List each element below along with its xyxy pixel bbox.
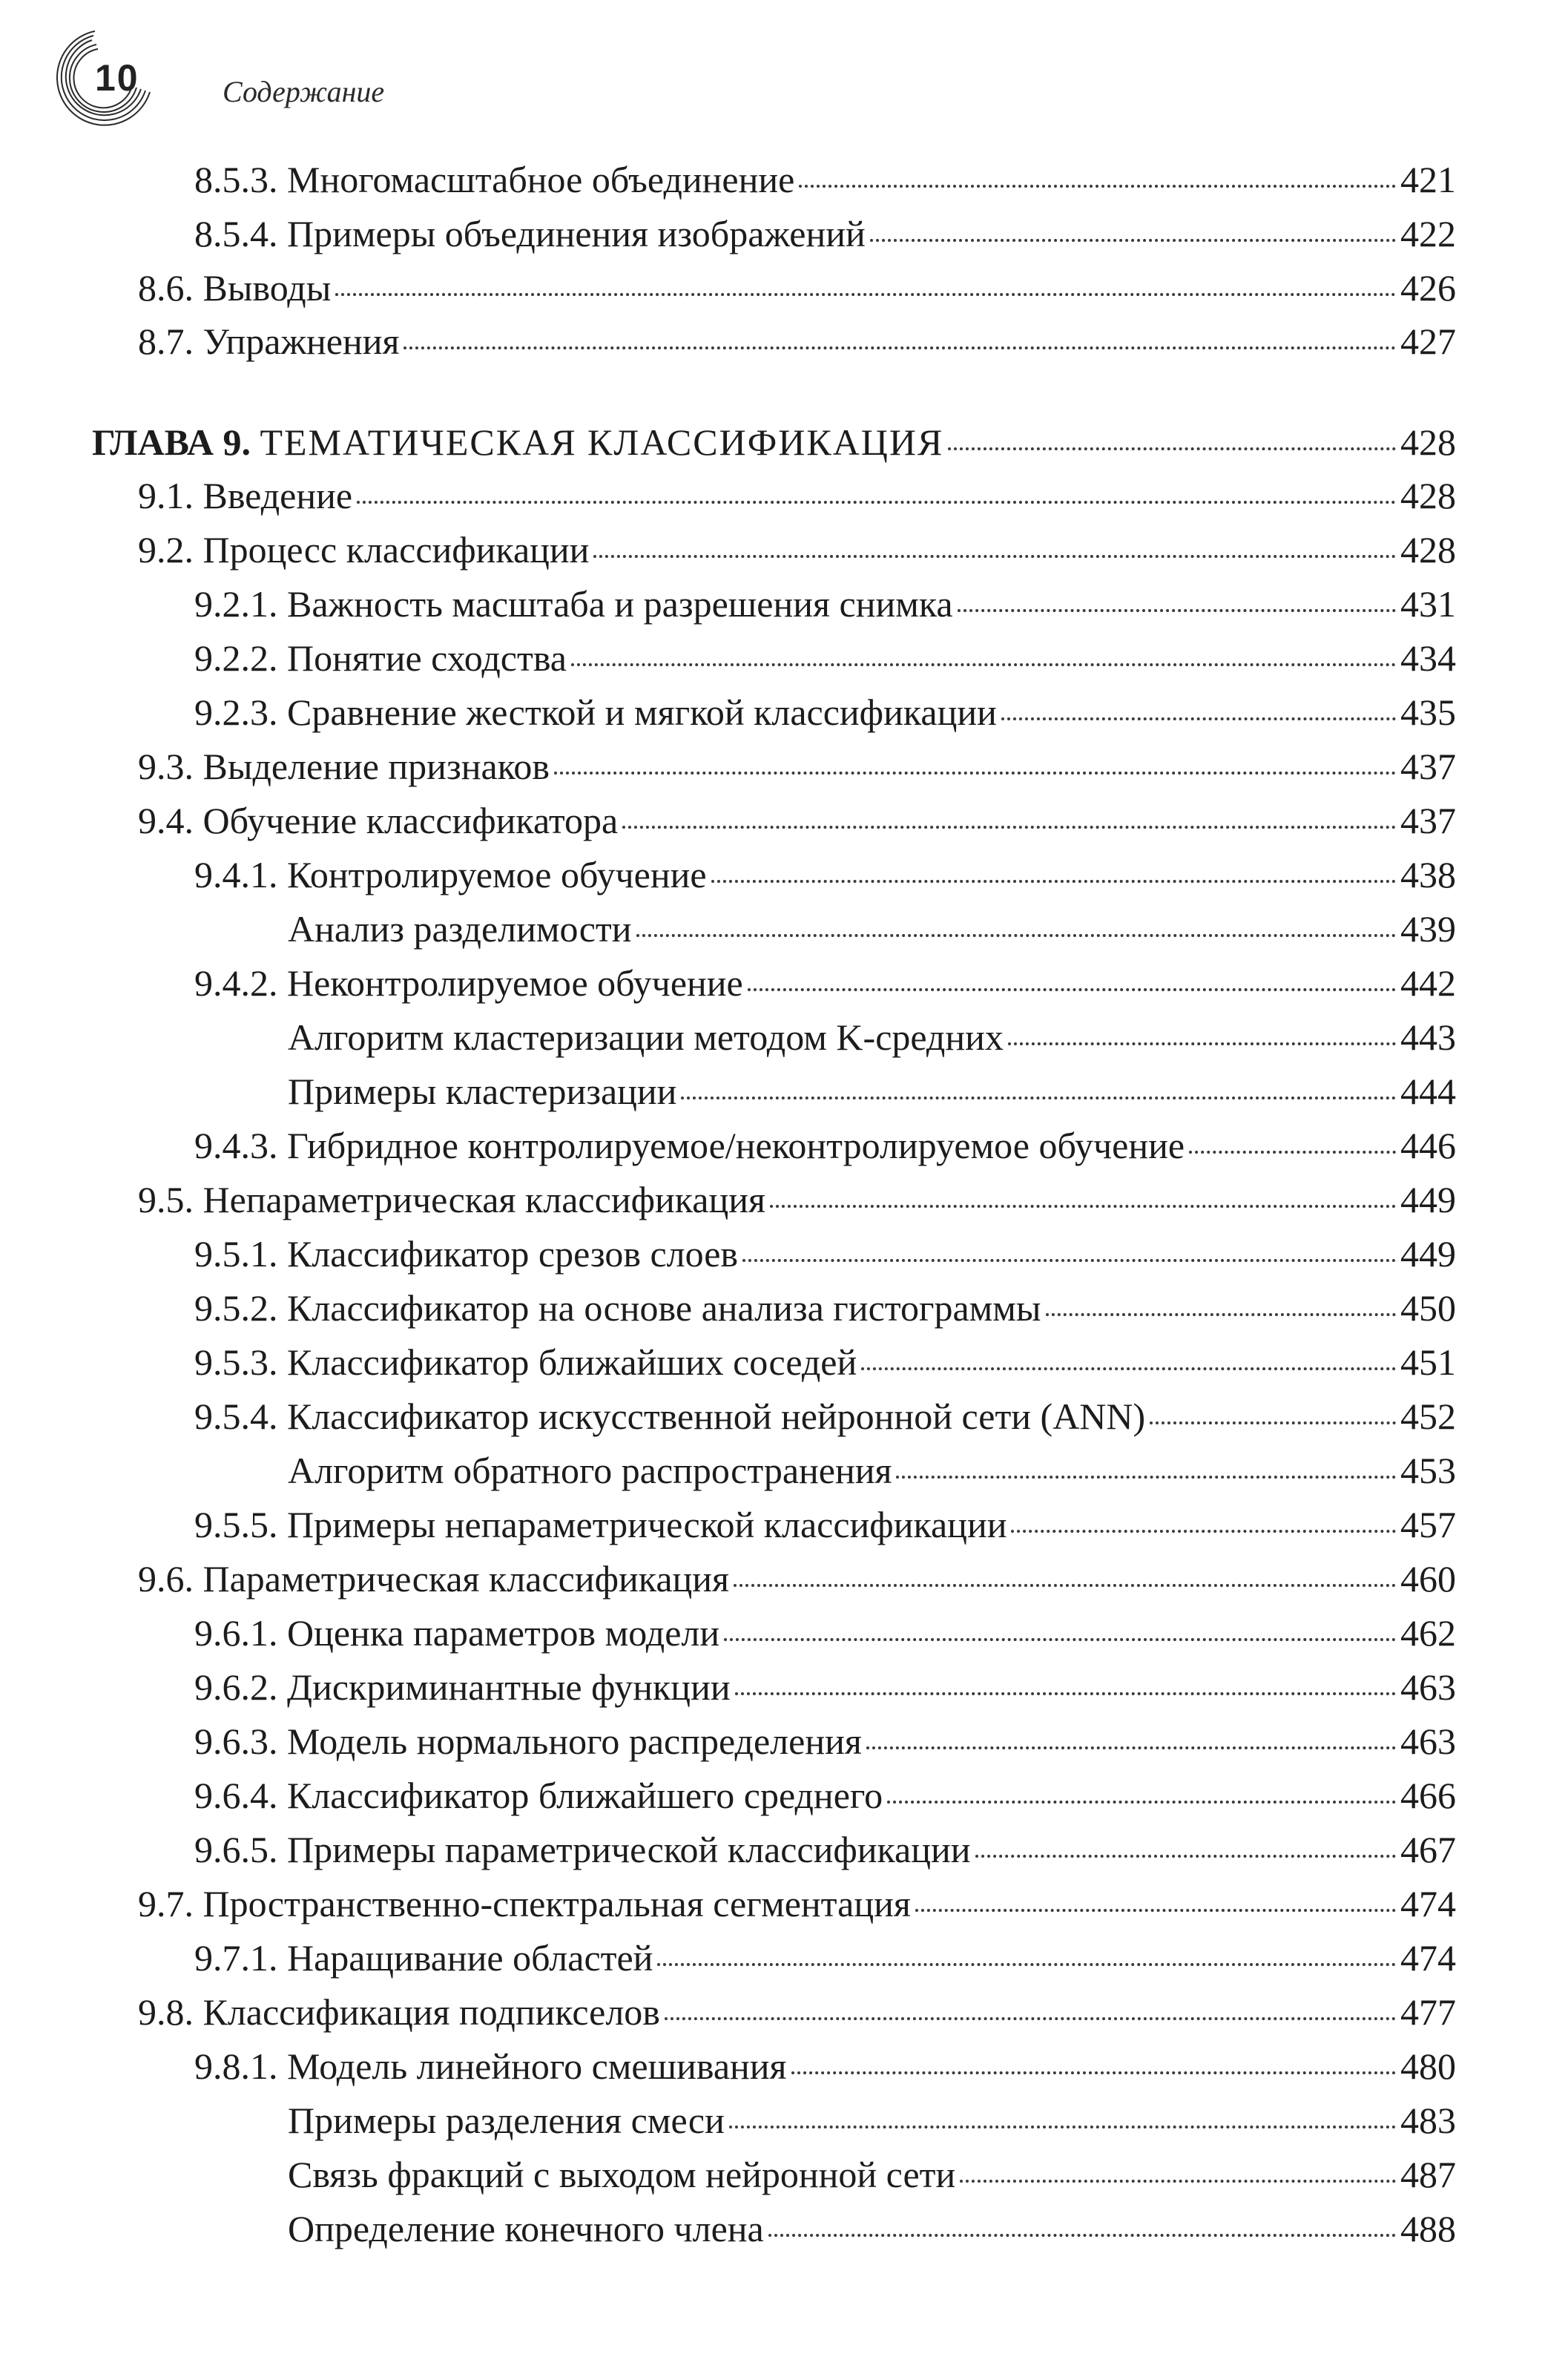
toc-entry-title: Определение конечного члена [288, 2208, 764, 2249]
toc-entry-title: 9.6.4. Классификатор ближайшего среднего [194, 1775, 883, 1816]
toc-entry-page: 474 [1400, 1937, 1456, 1979]
toc-entry-title: 9.1. Введение [138, 475, 353, 516]
toc-entry-page: 463 [1400, 1666, 1456, 1708]
toc-entry-page: 443 [1400, 1016, 1456, 1058]
toc-entry-title: 9.6.1. Оценка параметров модели [194, 1612, 720, 1654]
dot-leader [729, 2126, 1396, 2128]
toc-entry-page: 428 [1400, 529, 1456, 571]
toc-entry-page: 426 [1400, 267, 1456, 309]
toc-entry-page: 488 [1400, 2208, 1456, 2249]
dot-leader [1011, 1530, 1396, 1533]
toc-entry-page: 444 [1400, 1071, 1456, 1112]
dot-leader [887, 1801, 1396, 1804]
toc-entry [194, 1394, 1456, 1439]
page-header [45, 25, 385, 137]
toc-entry-title: 9.3. Выделение признаков [138, 746, 550, 787]
toc-entry-page: 434 [1400, 637, 1456, 679]
toc-entry [194, 1286, 1456, 1330]
dot-leader [948, 447, 1396, 450]
toc-entry-page: 438 [1400, 854, 1456, 895]
toc-entry-page: 451 [1400, 1341, 1456, 1383]
dot-leader [915, 1909, 1396, 1912]
toc-entry [194, 690, 1456, 734]
dot-leader [711, 880, 1396, 883]
toc-entry [194, 1340, 1456, 1384]
toc-entry [288, 1448, 1456, 1493]
toc-entry-title: 9.4.2. Неконтролируемое обучение [194, 962, 743, 1004]
toc-entry-page: 439 [1400, 908, 1456, 950]
toc-entry [194, 1936, 1456, 1980]
toc-entry-title: 9.2.2. Понятие сходства [194, 637, 567, 679]
toc-entry [288, 1015, 1456, 1059]
toc-entry-title: 8.6. Выводы [138, 267, 332, 309]
dot-leader [734, 1584, 1396, 1587]
toc-entry [194, 852, 1456, 897]
toc-entry-title: 9.5.1. Классификатор срезов слоев [194, 1233, 739, 1275]
toc-entry-title: 9.5.4. Классификатор искусственной нейронной сети (ANN) [194, 1396, 1146, 1437]
toc-entry-title: 8.7. Упражнения [138, 320, 400, 362]
toc-entry [138, 473, 1456, 518]
dot-leader [357, 501, 1396, 504]
toc-entry-page: 452 [1400, 1396, 1456, 1437]
toc-entry-page: 450 [1400, 1287, 1456, 1329]
dot-leader [1008, 1042, 1396, 1045]
dot-leader [861, 1367, 1396, 1370]
toc-entry [194, 1665, 1456, 1709]
dot-leader [665, 2017, 1396, 2020]
toc-entry [288, 2206, 1456, 2251]
dot-leader [748, 988, 1396, 991]
toc-entry [194, 1827, 1456, 1872]
toc-entry-page: 487 [1400, 2154, 1456, 2195]
dot-leader [960, 2180, 1396, 2183]
dot-leader [799, 185, 1396, 188]
dot-leader [571, 663, 1396, 666]
toc-entry [138, 266, 1456, 310]
dot-leader [1189, 1151, 1396, 1154]
dot-leader [768, 2234, 1396, 2237]
toc-entry-page: 457 [1400, 1504, 1456, 1545]
toc-entry [194, 1773, 1456, 1818]
toc-entry-page: 466 [1400, 1775, 1456, 1816]
toc-entry-title: 9.7. Пространственно-спектральная сегментация [138, 1883, 911, 1924]
toc-entry [138, 1556, 1456, 1601]
dot-leader [657, 1963, 1396, 1966]
toc-entry-page: 453 [1400, 1450, 1456, 1491]
toc-entry-title: 9.4. Обучение классификатора [138, 800, 619, 841]
chapter-label: ГЛАВА 9. [92, 421, 251, 463]
publisher-logo [45, 25, 156, 137]
toc-entry-title: 8.5.4. Примеры объединения изображений [194, 213, 866, 254]
toc-entry [288, 907, 1456, 951]
dot-leader [870, 239, 1396, 242]
toc-entry [194, 1719, 1456, 1763]
toc-entry [194, 157, 1456, 202]
toc-chapter-entry [92, 420, 1456, 464]
dot-leader [770, 1205, 1396, 1208]
dot-leader [958, 609, 1396, 612]
toc-entry-title: 9.6.2. Дискриминантные функции [194, 1666, 731, 1708]
toc-entry-page: 477 [1400, 1991, 1456, 2033]
toc-entry-title: 9.6.3. Модель нормального распределения [194, 1720, 862, 1762]
toc-entry-page: 437 [1400, 746, 1456, 787]
dot-leader [896, 1476, 1396, 1479]
toc-entry-title: 9.4.1. Контролируемое обучение [194, 854, 707, 895]
toc-entry-page: 483 [1400, 2100, 1456, 2141]
dot-leader [554, 772, 1396, 775]
toc-entry [194, 1611, 1456, 1655]
toc-entry-title: 9.2. Процесс классификации [138, 529, 590, 571]
toc-entry [194, 1232, 1456, 1276]
toc-entry-title: 9.8. Классификация подпикселов [138, 1991, 660, 2033]
toc-entry-title: 9.4.3. Гибридное контролируемое/неконтролируемое обучение [194, 1125, 1185, 1166]
toc-entry-page: 446 [1400, 1125, 1456, 1166]
toc-entry-title: 9.7.1. Наращивание областей [194, 1937, 653, 1979]
toc-entry-page: 442 [1400, 962, 1456, 1004]
toc-entry-page: 428 [1400, 475, 1456, 516]
toc-entry-title: 9.2.1. Важность масштаба и разрешения снимка [194, 583, 953, 625]
dot-leader [1150, 1421, 1396, 1424]
dot-leader [742, 1259, 1396, 1262]
toc-entry [138, 1177, 1456, 1222]
toc-entry [138, 1881, 1456, 1926]
dot-leader [335, 293, 1396, 296]
toc-entry [194, 211, 1456, 256]
toc-entry [194, 636, 1456, 680]
dot-leader [622, 826, 1396, 829]
dot-leader [681, 1097, 1396, 1099]
toc-entry-title: Связь фракций с выходом нейронной сети [288, 2154, 956, 2195]
dot-leader [791, 2071, 1396, 2074]
toc-entry-title: Алгоритм кластеризации методом K-средних [288, 1016, 1004, 1058]
toc-entry-title: 9.5.3. Классификатор ближайших соседей [194, 1341, 857, 1383]
toc-entry-title: 9.5.5. Примеры непараметрической классификации [194, 1504, 1007, 1545]
toc-entry-page: 449 [1400, 1233, 1456, 1275]
toc-entry-page: 463 [1400, 1720, 1456, 1762]
toc-entry [138, 1990, 1456, 2034]
toc-entry-title: 9.5. Непараметрическая классификация [138, 1179, 765, 1220]
toc-entry [194, 582, 1456, 626]
toc-entry-title: 8.5.3. Многомасштабное объединение [194, 159, 795, 200]
dot-leader [975, 1855, 1396, 1858]
running-head: Содержание [223, 75, 385, 108]
toc-entry-page: 428 [1400, 421, 1456, 463]
toc-entry-page: 422 [1400, 213, 1456, 254]
toc-entry [194, 1123, 1456, 1168]
toc-entry [138, 527, 1456, 572]
toc-entry-title: 9.6.5. Примеры параметрической классификации [194, 1829, 971, 1870]
toc-entry-page: 427 [1400, 320, 1456, 362]
dot-leader [735, 1692, 1396, 1695]
dot-leader [636, 934, 1396, 937]
toc-entry [138, 798, 1456, 843]
toc-entry-page: 462 [1400, 1612, 1456, 1654]
toc-entry-title: Примеры разделения смеси [288, 2100, 725, 2141]
toc-entry [288, 1069, 1456, 1114]
page-number: 10 [95, 57, 139, 99]
toc-entry-title: Анализ разделимости [288, 908, 632, 950]
toc-entry-page: 474 [1400, 1883, 1456, 1924]
dot-leader [593, 555, 1396, 558]
toc-entry-page: 437 [1400, 800, 1456, 841]
toc-entry [138, 319, 1456, 364]
toc-entry [138, 744, 1456, 789]
toc-entry-page: 449 [1400, 1179, 1456, 1220]
toc-entry-page: 480 [1400, 2045, 1456, 2087]
toc-entry-title: Алгоритм обратного распространения [288, 1450, 892, 1491]
toc-entry-page: 467 [1400, 1829, 1456, 1870]
toc-entry-title: 9.6. Параметрическая классификация [138, 1558, 730, 1600]
dot-leader [403, 346, 1396, 349]
toc-entry-page: 421 [1400, 159, 1456, 200]
toc-entry [194, 961, 1456, 1005]
toc-entry [194, 2044, 1456, 2088]
toc-entry [288, 2152, 1456, 2197]
toc-entry-title: 9.5.2. Классификатор на основе анализа гистограммы [194, 1287, 1041, 1329]
dot-leader [866, 1746, 1396, 1749]
toc-entry [288, 2098, 1456, 2143]
toc-entry-title: 9.8.1. Модель линейного смешивания [194, 2045, 787, 2087]
dot-leader [1001, 717, 1396, 720]
dot-leader [724, 1638, 1396, 1641]
toc-entry-page: 431 [1400, 583, 1456, 625]
toc-entry-title: Примеры кластеризации [288, 1071, 677, 1112]
chapter-title: ТЕМАТИЧЕСКАЯ КЛАССИФИКАЦИЯ [260, 421, 944, 463]
toc-entry-page: 460 [1400, 1558, 1456, 1600]
toc-entry-title: 9.2.3. Сравнение жесткой и мягкой классификации [194, 691, 997, 733]
toc-entry-page: 435 [1400, 691, 1456, 733]
toc-entry [194, 1502, 1456, 1547]
dot-leader [1046, 1313, 1396, 1316]
